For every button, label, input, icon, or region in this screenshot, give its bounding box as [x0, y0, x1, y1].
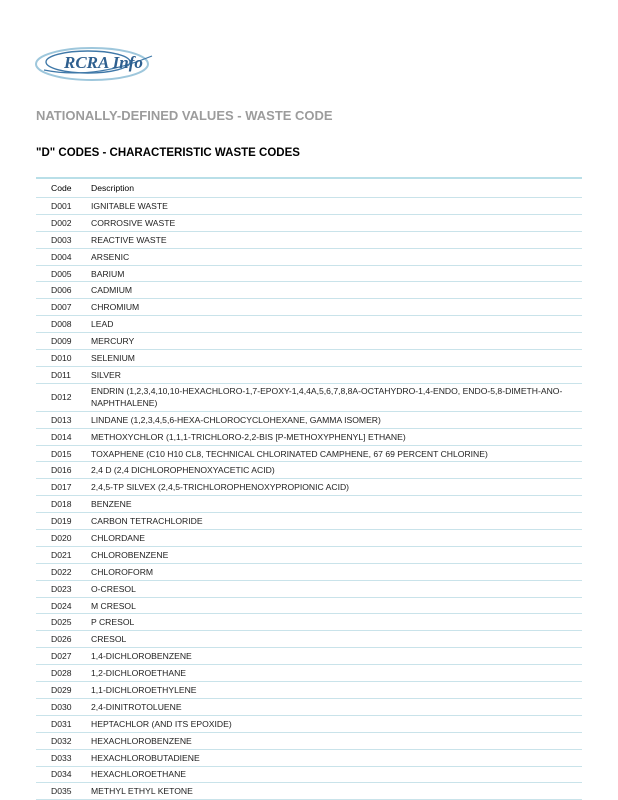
waste-code-cell: D008	[36, 316, 91, 333]
waste-code-cell: D026	[36, 631, 91, 648]
waste-description-cell: ARSENIC	[91, 248, 582, 265]
waste-code-cell: D021	[36, 546, 91, 563]
waste-description-cell: LEAD	[91, 316, 582, 333]
table-row	[36, 299, 582, 316]
waste-description-cell: CHLOROFORM	[91, 563, 582, 580]
waste-description-cell: 1,4-DICHLOROBENZENE	[91, 648, 582, 665]
table-row	[36, 513, 582, 530]
table-row	[36, 766, 582, 783]
waste-description-cell: HEXACHLOROBENZENE	[91, 732, 582, 749]
table-row	[36, 783, 582, 800]
waste-description-cell: P CRESOL	[91, 614, 582, 631]
table-row	[36, 383, 582, 411]
table-row	[36, 428, 582, 445]
waste-code-cell: D003	[36, 231, 91, 248]
waste-description-cell: CORROSIVE WASTE	[91, 214, 582, 231]
waste-code-cell: D034	[36, 766, 91, 783]
table-row	[36, 614, 582, 631]
waste-code-cell: D033	[36, 749, 91, 766]
waste-code-cell: D015	[36, 445, 91, 462]
table-row	[36, 366, 582, 383]
waste-code-cell: D020	[36, 530, 91, 547]
waste-code-cell: D035	[36, 783, 91, 800]
waste-description-cell: BARIUM	[91, 265, 582, 282]
column-header-description: Description	[91, 183, 134, 193]
waste-code-cell: D030	[36, 698, 91, 715]
table-row	[36, 479, 582, 496]
waste-description-cell: METHOXYCHLOR (1,1,1-TRICHLORO-2,2-BIS [P-METHOXYPHENYL] ETHANE)	[91, 428, 582, 445]
table-row	[36, 462, 582, 479]
waste-description-cell: 1,1-DICHLOROETHYLENE	[91, 682, 582, 699]
table-row	[36, 530, 582, 547]
waste-description-cell: 2,4 D (2,4 DICHLOROPHENOXYACETIC ACID)	[91, 462, 582, 479]
table-row	[36, 665, 582, 682]
waste-description-cell: CHLOROBENZENE	[91, 546, 582, 563]
table-row	[36, 411, 582, 428]
waste-description-cell: LINDANE (1,2,3,4,5,6-HEXA-CHLOROCYCLOHEXANE, GAMMA ISOMER)	[91, 411, 582, 428]
waste-code-cell: D024	[36, 597, 91, 614]
table-row	[36, 546, 582, 563]
waste-description-cell: 2,4,5-TP SILVEX (2,4,5-TRICHLOROPHENOXYPROPIONIC ACID)	[91, 479, 582, 496]
logo-graphic	[34, 40, 160, 86]
waste-description-cell: BENZENE	[91, 496, 582, 513]
rcra-info-logo	[34, 40, 160, 86]
table-row	[36, 631, 582, 648]
waste-code-cell: D032	[36, 732, 91, 749]
waste-code-cell: D012	[36, 383, 91, 411]
waste-code-cell: D002	[36, 214, 91, 231]
logo-wordmark: RCRA Info	[64, 53, 143, 72]
document-title: NATIONALLY-DEFINED VALUES - WASTE CODE	[36, 108, 333, 123]
waste-description-cell: REACTIVE WASTE	[91, 231, 582, 248]
waste-code-cell: D019	[36, 513, 91, 530]
waste-code-cell: D022	[36, 563, 91, 580]
waste-description-cell: MERCURY	[91, 333, 582, 350]
waste-code-cell: D018	[36, 496, 91, 513]
section-title: "D" CODES - CHARACTERISTIC WASTE CODES	[36, 147, 300, 159]
table-row	[36, 350, 582, 367]
waste-code-cell: D010	[36, 350, 91, 367]
table-row	[36, 445, 582, 462]
waste-code-cell: D001	[36, 198, 91, 215]
table-row	[36, 496, 582, 513]
waste-description-cell: METHYL ETHYL KETONE	[91, 783, 582, 800]
waste-description-cell: IGNITABLE WASTE	[91, 198, 582, 215]
waste-code-cell: D016	[36, 462, 91, 479]
table-header-row	[36, 179, 582, 198]
waste-code-table-container	[36, 177, 582, 800]
waste-code-cell: D028	[36, 665, 91, 682]
waste-code-cell: D029	[36, 682, 91, 699]
table-row	[36, 248, 582, 265]
waste-description-cell: 2,4-DINITROTOLUENE	[91, 698, 582, 715]
waste-code-cell: D013	[36, 411, 91, 428]
waste-description-cell: ENDRIN (1,2,3,4,10,10-HEXACHLORO-1,7-EPOXY-1,4,4A,5,6,7,8,8A-OCTAHYDRO-1,4-ENDO, ENDO-5,8-DIMETH-ANO-NAPHTHALENE)	[91, 383, 582, 411]
waste-code-cell: D009	[36, 333, 91, 350]
table-row	[36, 214, 582, 231]
waste-description-cell: HEPTACHLOR (AND ITS EPOXIDE)	[91, 715, 582, 732]
table-row	[36, 732, 582, 749]
table-row	[36, 597, 582, 614]
waste-description-cell: CHROMIUM	[91, 299, 582, 316]
waste-code-cell: D025	[36, 614, 91, 631]
waste-description-cell: CRESOL	[91, 631, 582, 648]
waste-description-cell: CADMIUM	[91, 282, 582, 299]
table-row	[36, 333, 582, 350]
table-body	[36, 198, 582, 800]
table-row	[36, 231, 582, 248]
column-header-code: Code	[51, 183, 72, 193]
table-row	[36, 682, 582, 699]
table-row	[36, 265, 582, 282]
table-row	[36, 698, 582, 715]
waste-code-cell: D004	[36, 248, 91, 265]
waste-code-cell: D007	[36, 299, 91, 316]
table-row	[36, 715, 582, 732]
waste-description-cell: HEXACHLOROETHANE	[91, 766, 582, 783]
table-row	[36, 316, 582, 333]
waste-description-cell: O-CRESOL	[91, 580, 582, 597]
waste-description-cell: HEXACHLOROBUTADIENE	[91, 749, 582, 766]
waste-description-cell: TOXAPHENE (C10 H10 CL8, TECHNICAL CHLORINATED CAMPHENE, 67 69 PERCENT CHLORINE)	[91, 445, 582, 462]
waste-code-cell: D006	[36, 282, 91, 299]
waste-description-cell: SELENIUM	[91, 350, 582, 367]
waste-code-cell: D014	[36, 428, 91, 445]
table-row	[36, 648, 582, 665]
table-row	[36, 749, 582, 766]
waste-code-cell: D017	[36, 479, 91, 496]
table-row	[36, 198, 582, 215]
waste-code-cell: D023	[36, 580, 91, 597]
waste-description-cell: CHLORDANE	[91, 530, 582, 547]
waste-description-cell: CARBON TETRACHLORIDE	[91, 513, 582, 530]
waste-description-cell: SILVER	[91, 366, 582, 383]
waste-description-cell: 1,2-DICHLOROETHANE	[91, 665, 582, 682]
table-row	[36, 563, 582, 580]
table-row	[36, 580, 582, 597]
waste-description-cell: M CRESOL	[91, 597, 582, 614]
waste-code-cell: D005	[36, 265, 91, 282]
waste-code-table	[36, 179, 582, 800]
table-row	[36, 282, 582, 299]
waste-code-cell: D011	[36, 366, 91, 383]
waste-code-cell: D027	[36, 648, 91, 665]
waste-code-cell: D031	[36, 715, 91, 732]
